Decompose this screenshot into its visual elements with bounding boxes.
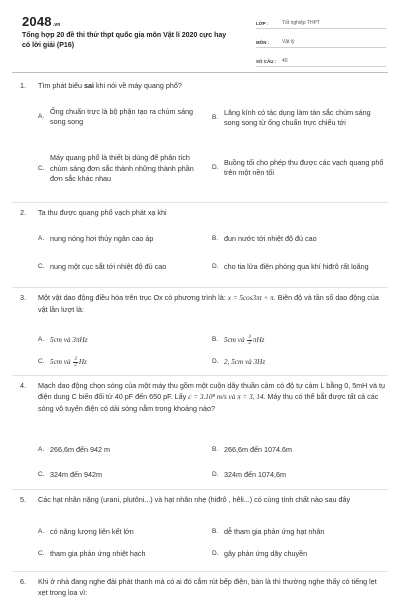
- option-text: Lăng kính có tác dụng làm tán sắc chùm sáng song song từ ống chuẩn trực chiếu tới: [224, 107, 371, 127]
- fraction-numerator: 3: [248, 334, 251, 340]
- option-letter: A.: [38, 335, 45, 343]
- option-text: nung nóng hơi thủy ngân cao áp: [50, 233, 154, 243]
- option-text: [224, 335, 264, 346]
- option-text: cho tia lửa điện phóng qua khí hiđrô rất loãng: [224, 261, 369, 271]
- option-text: 324m đến 942m: [50, 469, 102, 479]
- answer-option-d[interactable]: [212, 153, 384, 183]
- answer-option-a[interactable]: [38, 233, 208, 245]
- option-letter: A.: [38, 112, 45, 120]
- question-number: 4.: [20, 381, 26, 390]
- stem-part: Máy thu có thể bắt được tất cả các sóng vô tuyến điện có dải sóng nằm trong khoảng nào?: [38, 392, 379, 413]
- option-text: 324m đến 1074,6m: [224, 469, 286, 479]
- option-text: nung một cục sắt tới nhiệt độ đủ cao: [50, 261, 167, 271]
- site-logo: [22, 14, 61, 29]
- option-letter: D.: [212, 549, 219, 557]
- answer-option-d[interactable]: [212, 255, 384, 279]
- option-text: có năng lượng liên kết lớn: [50, 526, 134, 536]
- option-text: dễ tham gia phản ứng hạt nhân: [224, 526, 325, 536]
- question-text: Khi ở nhà đang nghe đài phát thanh mà có ai đó cắm rút bếp điện, bàn là thì thường nghe thấy có tiếng lẹt xẹt trong loa vì:: [38, 577, 377, 597]
- stem-part: khi nói về máy quang phổ?: [93, 81, 182, 90]
- document-meta: [256, 14, 386, 67]
- fraction-denominator: 2: [248, 340, 251, 346]
- meta-count-value: 40: [282, 58, 288, 64]
- question-stem: [20, 494, 385, 505]
- option-letter: C.: [38, 164, 45, 172]
- question-text: [38, 292, 385, 315]
- logo-text: 2048: [22, 14, 52, 29]
- question-stem: [20, 207, 385, 218]
- option-letter: C.: [38, 549, 45, 557]
- option-letter: B.: [212, 113, 219, 121]
- meta-class-row: [256, 14, 386, 29]
- logo-suffix: .vn: [52, 22, 61, 28]
- option-text: Ống chuẩn trực là bộ phận tạo ra chùm sáng song song: [50, 106, 194, 126]
- option-letter: B.: [212, 335, 219, 343]
- option-letter: D.: [212, 163, 219, 171]
- meta-subject-row: [256, 33, 386, 48]
- question-number: 3.: [20, 293, 26, 302]
- option-text: Máy quang phổ là thiết bị dùng để phân tích chùm sáng đơn sắc thành những thành phần đơn sắc khác nhau: [50, 153, 194, 184]
- answer-option-d[interactable]: [212, 469, 384, 481]
- option-text: tham gia phản ứng nhiệt hạch: [50, 548, 146, 558]
- option-text: Buồng tối cho phép thu được các vạch quang phổ trên một nền tối: [224, 157, 384, 177]
- option-text: gây phản ứng dây chuyền: [224, 548, 308, 558]
- stem-part: Một vật dao động điều hòa trên trục Ox có phương trình là:: [38, 293, 226, 302]
- option-text: [50, 357, 87, 368]
- document-title: Tổng hợp 20 đề thi thử thpt quốc gia môn Vật lí 2020 cực hay có lời giải (P16): [22, 32, 227, 49]
- meta-subject-value: Vật lý: [282, 39, 295, 45]
- question-text: [38, 80, 385, 91]
- option-letter: D.: [212, 262, 219, 270]
- question-stem: [20, 380, 385, 414]
- stem-part: . Biên độ và tần số dao động của vật lần lượt là:: [38, 293, 379, 314]
- option-letter: C.: [38, 470, 45, 478]
- question-stem: [20, 292, 385, 315]
- option-fraction: [247, 335, 252, 346]
- question-text: [38, 380, 385, 414]
- option-text: 266,6m đến 1074.6m: [224, 444, 292, 454]
- question-number: 2.: [20, 208, 26, 217]
- option-letter: A.: [38, 445, 45, 453]
- stem-formula: c = 3.10⁸ m/s và π = 3, 14.: [188, 393, 266, 401]
- option-text-part: 5cm và: [50, 357, 73, 366]
- option-text: 5cm và 3πHz: [50, 335, 88, 344]
- question-text: Các hạt nhân nặng (urani, plutôni...) và hạt nhân nhẹ (hiđrô , hêli...) có cùng tính chất nào sau đây: [38, 495, 351, 504]
- answer-option-d[interactable]: [212, 356, 384, 368]
- stem-part: Mạch dao động chọn sóng của một máy thu gồm một cuộn dây thuần cảm có độ tự cảm L bằng 0, 5mH và tụ điện dung C biến đổi từ 40 pF đến 650 pF. Lấy: [38, 381, 385, 401]
- answer-option-c[interactable]: [38, 356, 208, 368]
- option-letter: B.: [212, 527, 219, 535]
- option-text: đun nước tới nhiệt độ đủ cao: [224, 233, 317, 243]
- answer-option-c[interactable]: [38, 548, 208, 560]
- answer-option-a[interactable]: [38, 334, 208, 346]
- document-header: [0, 0, 400, 78]
- question-text: Ta thu được quang phổ vạch phát xạ khi: [38, 208, 167, 217]
- fraction-denominator: 2: [74, 362, 77, 368]
- question-number: 5.: [20, 495, 26, 504]
- question-divider: [12, 287, 388, 288]
- question-divider: [12, 202, 388, 203]
- option-letter: C.: [38, 357, 45, 365]
- meta-count-label: SỐ CÂU :: [256, 59, 277, 64]
- option-letter: D.: [212, 357, 219, 365]
- answer-option-a[interactable]: [38, 101, 198, 133]
- question-number: 6.: [20, 577, 26, 586]
- fraction-numerator: 3: [74, 356, 77, 362]
- answer-option-b[interactable]: [212, 334, 384, 346]
- stem-part: Tìm phát biểu: [38, 81, 84, 90]
- option-text-part: πHz: [252, 335, 265, 344]
- answer-option-b[interactable]: [212, 526, 384, 538]
- meta-class-label: LỚP :: [256, 21, 269, 26]
- option-text-part: Hz: [78, 357, 87, 366]
- question-stem: [20, 80, 385, 91]
- stem-emphasis: sai: [83, 81, 94, 90]
- meta-class-value: Tốt nghiệp THPT: [282, 20, 320, 26]
- option-text: 2, 5cm và 3Hz: [224, 357, 266, 366]
- option-text-part: 5cm và: [224, 335, 247, 344]
- option-letter: A.: [38, 234, 45, 242]
- answer-option-b[interactable]: [212, 233, 384, 245]
- option-fraction: [73, 357, 78, 368]
- stem-formula: x = 5cos3πt + π: [227, 294, 274, 302]
- answer-option-a[interactable]: [38, 444, 208, 456]
- question-number: 1.: [20, 81, 26, 90]
- meta-count-row: [256, 52, 386, 67]
- answer-option-c[interactable]: [38, 469, 208, 481]
- answer-option-c[interactable]: [38, 148, 198, 190]
- answer-option-c[interactable]: [38, 261, 208, 273]
- question-stem: [20, 576, 385, 598]
- option-text: 266,6m đến 942 m: [50, 444, 110, 454]
- answer-option-d[interactable]: [212, 548, 384, 560]
- answer-option-b[interactable]: [212, 444, 384, 456]
- question-divider: [12, 571, 388, 572]
- meta-subject-label: MÔN :: [256, 40, 270, 45]
- option-letter: C.: [38, 262, 45, 270]
- answer-option-b[interactable]: [212, 101, 384, 135]
- header-divider: [12, 72, 388, 73]
- option-letter: B.: [212, 445, 219, 453]
- option-letter: A.: [38, 527, 45, 535]
- question-divider: [12, 375, 388, 376]
- answer-option-a[interactable]: [38, 526, 208, 538]
- option-letter: B.: [212, 234, 219, 242]
- option-letter: D.: [212, 470, 219, 478]
- question-divider: [12, 489, 388, 490]
